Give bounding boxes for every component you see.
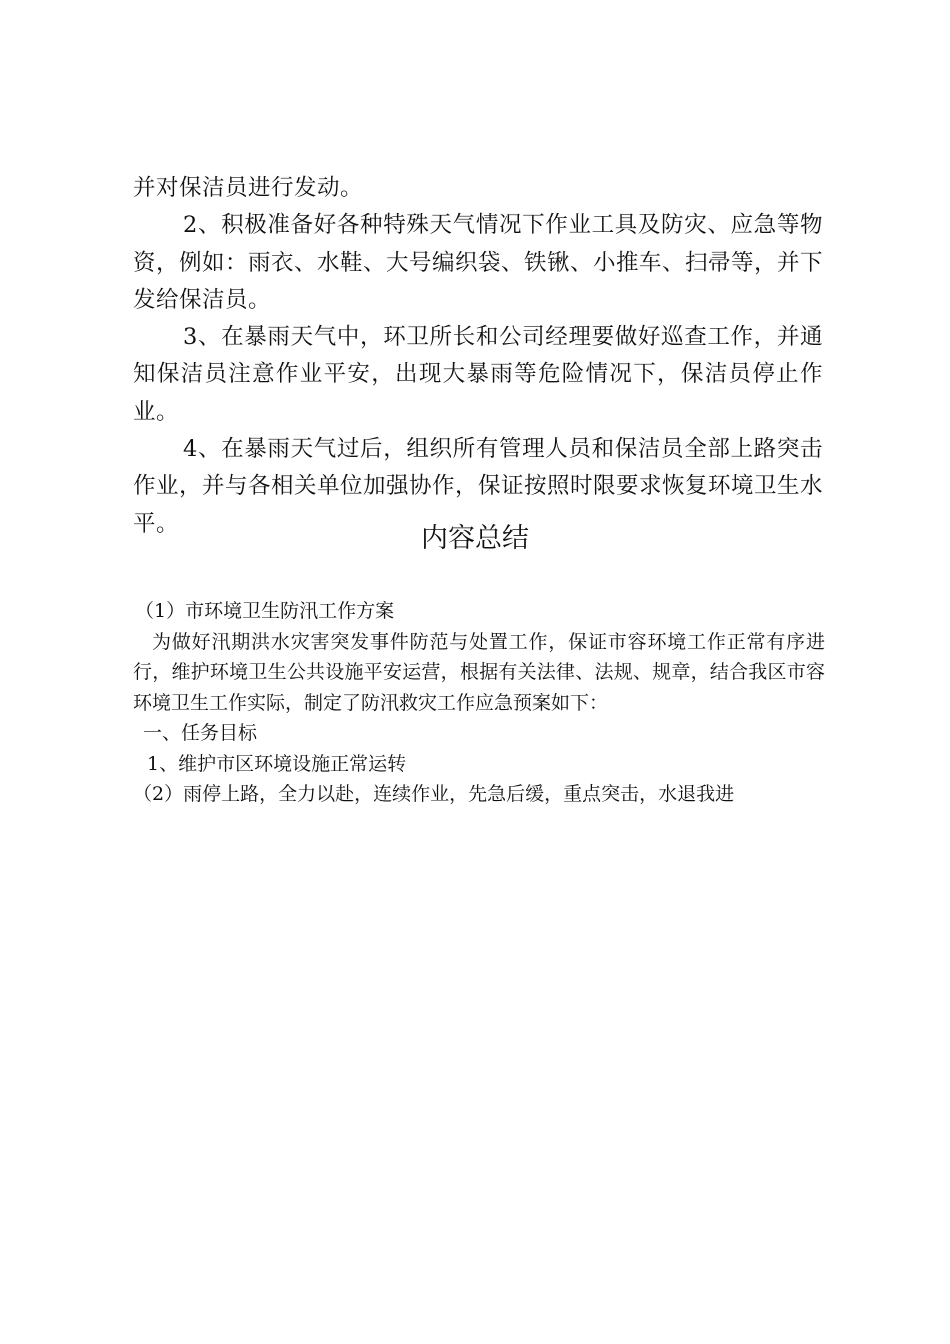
paragraph-continuation: 并对保洁员进行发动。 xyxy=(133,175,364,201)
paragraph-item-4: 4、在暴雨天气过后，组织所有管理人员和保洁员全部上路突击作业，并与各相关单位加强协作，保证按照时限要求恢复环境卫生水平。 xyxy=(133,436,824,537)
summary-line-1: （1）市环境卫生防汛工作方案 xyxy=(135,600,395,622)
summary-line-3: 一、任务目标 xyxy=(143,722,258,744)
summary-line-5: （2）雨停上路，全力以赴，连续作业，先急后缓，重点突击，水退我进 xyxy=(133,783,735,805)
summary-section xyxy=(133,596,825,810)
body-text-section xyxy=(133,170,823,543)
paragraph-item-3: 3、在暴雨天气中，环卫所长和公司经理要做好巡查工作，并通知保洁员注意作业平安，出现大暴雨等危险情况下，保洁员停止作业。 xyxy=(133,324,823,425)
summary-line-4: 1、维护市区环境设施正常运转 xyxy=(147,752,407,775)
summary-line-2: 为做好汛期洪水灾害突发事件防范与处置工作，保证市容环境工作正常有序进行，维护环境卫生公共设施平安运营，根据有关法律、法规、规章，结合我区市容环境卫生工作实际，制定了防汛救灾工作应急预案如下： xyxy=(133,630,825,714)
paragraph-item-2: 2、积极准备好各种特殊天气情况下作业工具及防灾、应急等物资，例如：雨衣、水鞋、大号编织袋、铁锹、小推车、扫帚等，并下发给保洁员。 xyxy=(133,212,824,313)
section-heading: 内容总结 xyxy=(421,523,529,554)
